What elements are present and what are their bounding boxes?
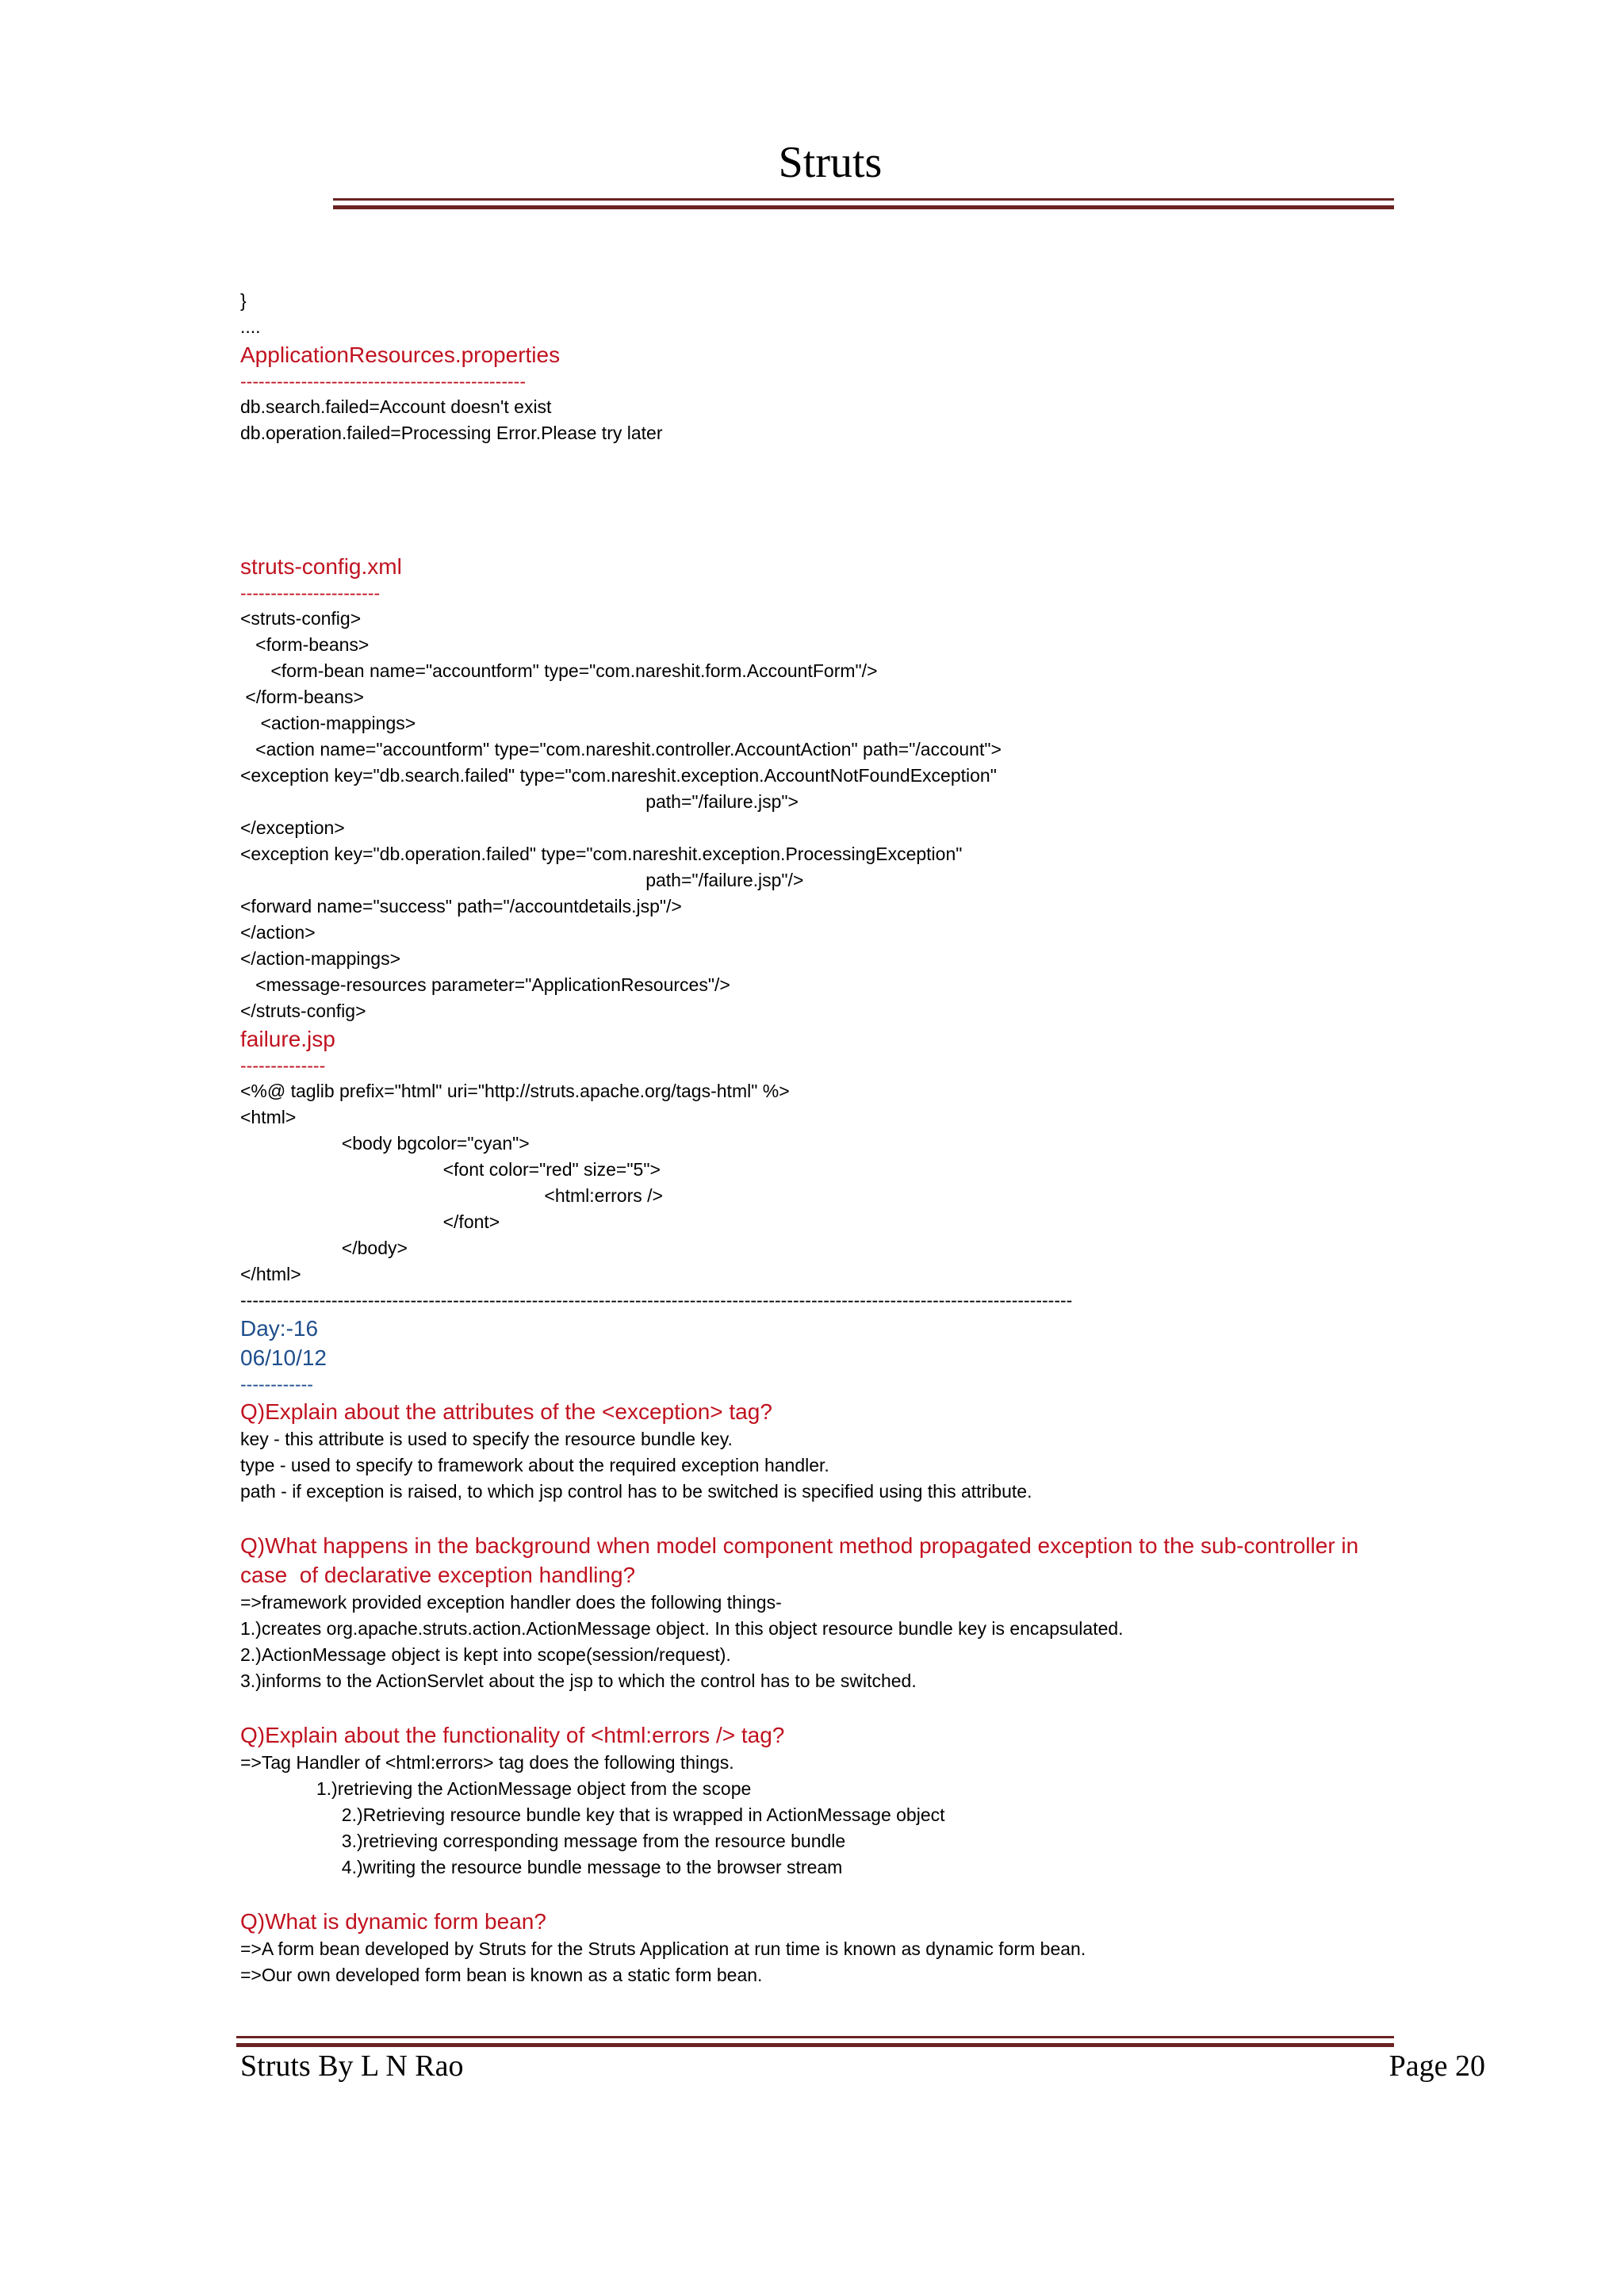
text-line: type - used to specify to framework about the required exception handler. xyxy=(240,1455,829,1475)
text-line: </action> xyxy=(240,922,316,943)
text-line: db.operation.failed=Processing Error.Please try later xyxy=(240,423,663,443)
document-body xyxy=(240,288,1406,1988)
text-line: path - if exception is raised, to which jsp control has to be switched is specified using this attribute. xyxy=(240,1481,1032,1502)
text-line: path="/failure.jsp"/> xyxy=(240,870,804,890)
text-line: ----------------------------------------------------------------------------------------------------------------------------------------- xyxy=(240,1290,1073,1311)
date-underline: ------------ xyxy=(240,1374,313,1395)
text-line: <html> xyxy=(240,1107,297,1127)
section-heading: struts-config.xml xyxy=(240,554,402,579)
text-line: <body bgcolor="cyan"> xyxy=(240,1133,530,1154)
date-heading: Day:-16 xyxy=(240,1316,319,1341)
text-line: </html> xyxy=(240,1264,301,1284)
heading-underline: ----------------------- xyxy=(240,583,381,603)
text-line: 3.)retrieving corresponding message from the resource bundle xyxy=(240,1831,846,1851)
text-line: <font color="red" size="5"> xyxy=(240,1159,661,1180)
text-line: <exception key="db.operation.failed" type="com.nareshit.exception.ProcessingException" xyxy=(240,844,963,864)
spacer xyxy=(240,446,1406,552)
heading-underline: -------------- xyxy=(240,1055,326,1076)
text-line: 1.)creates org.apache.struts.action.ActionMessage object. In this object resource bundle key is encapsulated. xyxy=(240,1618,1124,1639)
text-line: <action-mappings> xyxy=(240,713,416,733)
spacer xyxy=(240,1505,1406,1531)
text-line: <action name="accountform" type="com.nareshit.controller.AccountAction" path="/account"> xyxy=(240,739,1002,760)
text-line: </struts-config> xyxy=(240,1001,366,1021)
text-line: path="/failure.jsp"> xyxy=(240,791,799,812)
text-line: .... xyxy=(240,316,261,337)
date-heading: 06/10/12 xyxy=(240,1345,327,1370)
text-line: } xyxy=(240,290,247,311)
spacer xyxy=(240,1881,1406,1907)
text-line: =>framework provided exception handler does the following things- xyxy=(240,1592,782,1613)
text-line: </body> xyxy=(240,1238,408,1258)
footer-author: Struts By L N Rao xyxy=(240,2049,464,2083)
text-line: </exception> xyxy=(240,817,345,838)
text-line: </action-mappings> xyxy=(240,948,401,969)
text-line: <form-bean name="accountform" type="com.nareshit.form.AccountForm"/> xyxy=(240,660,878,681)
text-line: =>Our own developed form bean is known as a static form bean. xyxy=(240,1965,763,1985)
text-line: 2.)ActionMessage object is kept into scope(session/request). xyxy=(240,1644,731,1665)
text-line: 2.)Retrieving resource bundle key that is wrapped in ActionMessage object xyxy=(240,1804,945,1825)
text-line: =>Tag Handler of <html:errors> tag does the following things. xyxy=(240,1752,734,1773)
spacer xyxy=(240,1694,1406,1720)
text-line: <%@ taglib prefix="html" uri="http://struts.apache.org/tags-html" %> xyxy=(240,1081,790,1101)
text-line: <html:errors /> xyxy=(240,1185,663,1206)
text-line: 4.)writing the resource bundle message to the browser stream xyxy=(240,1857,843,1877)
text-line: =>A form bean developed by Struts for the Struts Application at run time is known as dynamic form bean. xyxy=(240,1938,1086,1959)
heading-underline: ----------------------------------------------- xyxy=(240,371,526,392)
text-line: </form-beans> xyxy=(240,687,364,707)
text-line: </font> xyxy=(240,1211,500,1232)
text-line: 3.)informs to the ActionServlet about the jsp to which the control has to be switched. xyxy=(240,1670,917,1691)
section-heading: Q)What happens in the background when model component method propagated exception to the sub-controller in case of declarative exception handling? xyxy=(240,1533,1365,1587)
text-line: db.search.failed=Account doesn't exist xyxy=(240,396,552,417)
text-line: key - this attribute is used to specify the resource bundle key. xyxy=(240,1429,733,1449)
section-heading: Q)Explain about the functionality of <html:errors /> tag? xyxy=(240,1723,785,1747)
section-heading: ApplicationResources.properties xyxy=(240,342,561,367)
footer-page-number: Page 20 xyxy=(1388,2049,1485,2083)
section-heading: Q)What is dynamic form bean? xyxy=(240,1909,546,1934)
text-line: <forward name="success" path="/accountdetails.jsp"/> xyxy=(240,896,682,916)
text-line: <exception key="db.search.failed" type="com.nareshit.exception.AccountNotFoundException" xyxy=(240,765,997,786)
page-title: Struts xyxy=(778,138,883,187)
text-line: <form-beans> xyxy=(240,634,370,655)
text-line: <message-resources parameter="ApplicationResources"/> xyxy=(240,974,730,995)
footer-rule xyxy=(236,2036,1394,2047)
section-heading: failure.jsp xyxy=(240,1027,335,1051)
header-rule xyxy=(333,198,1394,209)
text-line: 1.)retrieving the ActionMessage object from the scope xyxy=(240,1778,752,1799)
section-heading: Q)Explain about the attributes of the <exception> tag? xyxy=(240,1399,772,1424)
text-line: <struts-config> xyxy=(240,608,362,629)
